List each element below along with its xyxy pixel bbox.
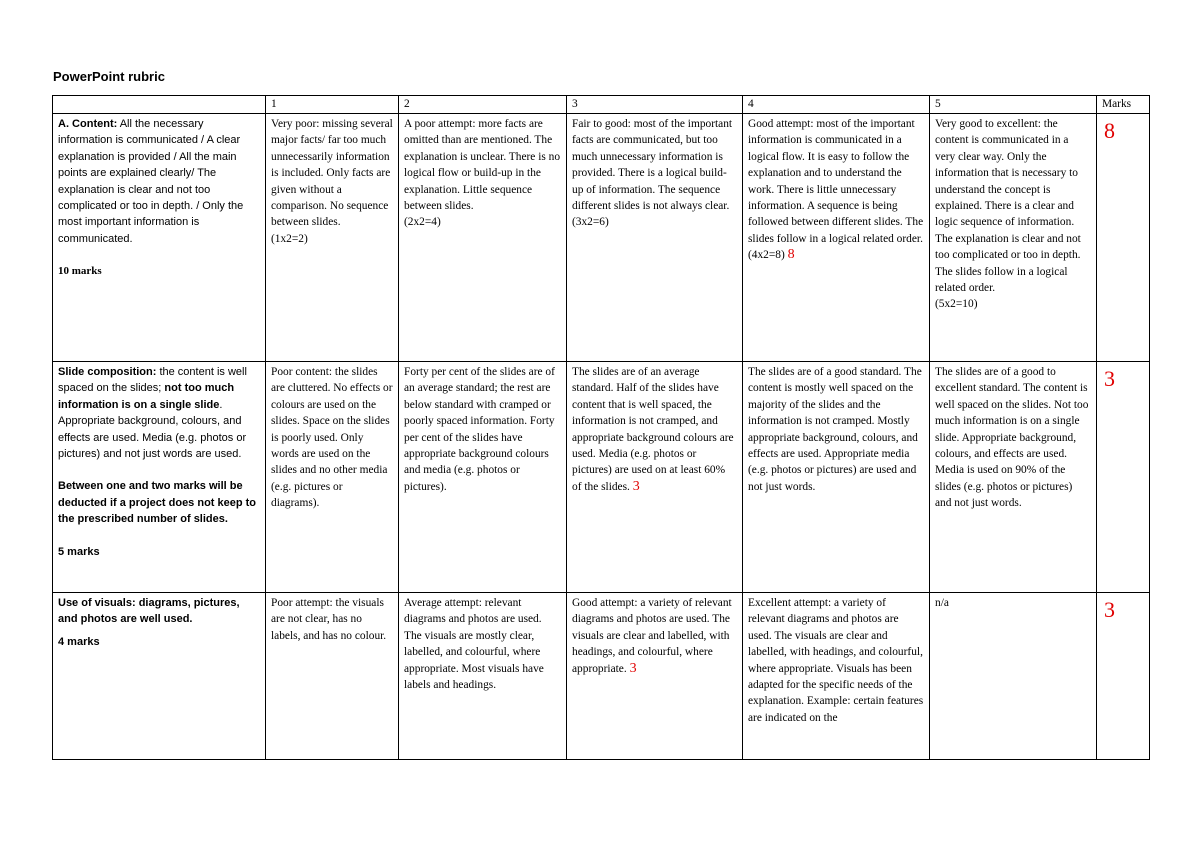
header-cell-1: 1 xyxy=(266,96,399,114)
level-3-cell xyxy=(567,593,743,760)
level-3-cell xyxy=(567,114,743,362)
criterion-cell xyxy=(53,114,266,362)
level-4-cell: The slides are of a good standard. The content is mostly well spaced on the majority of the slides and the information is not cramped. Mostly appropriate background, colours, and effects are used. Appropriate media (e.g. photos or pictures) are used and not just words. xyxy=(743,362,930,593)
criterion-bold-text: not too much information is on a single slide xyxy=(58,382,235,411)
criterion-text: . Appropriate background, colours, and effects are used. Media (e.g. photos or pictures) and not just words are used. xyxy=(58,398,247,461)
level-4-cell: Excellent attempt: a variety of relevant diagrams and photos are used. The visuals are clear and labelled, with headings, and colourful, where appropriate. Visuals has been adapted for the specific needs of the explanation. Example: certain features are indicated on the xyxy=(743,593,930,760)
handwritten-mark: 3 xyxy=(632,478,640,494)
criterion-cell xyxy=(53,593,266,760)
level-5-cell: The slides are of a good to excellent standard. The content is well spaced on the slides. Not too much information is on a single slide. Appropriate background, colours, and effects are used. Media is used on 90% of the slides (e.g. photos or pictures) and not just words. xyxy=(930,362,1097,593)
level-text: Good attempt: a variety of relevant diagrams and photos are used. The visuals are clear and labelled, with headings, and colourful, where appropriate. xyxy=(572,597,732,675)
handwritten-mark: 8 xyxy=(787,247,795,263)
header-cell-4: 4 xyxy=(743,96,930,114)
header-cell-marks: Marks xyxy=(1097,96,1150,114)
level-2-cell: Forty per cent of the slides are of an average standard; the rest are below standard with cramped or poorly spaced information. Forty per cent of the slides have appropriate background colours and media (e.g. photos or pictures). xyxy=(399,362,567,593)
header-cell-criterion xyxy=(53,96,266,114)
criterion-label: Use of visuals: diagrams, pictures, and photos are well used. xyxy=(58,597,240,626)
awarded-mark: 3 xyxy=(1104,366,1115,391)
criterion-marks: 5 marks xyxy=(58,545,100,558)
table-row-slide-composition xyxy=(53,362,1150,593)
level-2-cell xyxy=(399,114,567,362)
level-1-cell: Poor content: the slides are cluttered. No effects or colours are used on the slides. Space on the slides is poorly used. Only words are used on the slides and no other media (e.g. pictures or diagrams). xyxy=(266,362,399,593)
header-row xyxy=(53,96,1150,114)
criterion-cell xyxy=(53,362,266,593)
level-calc: (4x2=8) xyxy=(748,249,788,262)
marks-cell xyxy=(1097,593,1150,760)
level-text: The slides are of an average standard. Half of the slides have content that is well spaced, the information is not cramped, and appropriate background colours are used. Media (e.g. photos or pictures) are used on at least 60% of the slides. xyxy=(572,366,734,493)
header-cell-5: 5 xyxy=(930,96,1097,114)
header-cell-2: 2 xyxy=(399,96,567,114)
level-calc: (3x2=6) xyxy=(572,216,609,229)
marks-cell xyxy=(1097,362,1150,593)
awarded-mark: 3 xyxy=(1104,597,1115,622)
level-calc: (1x2=2) xyxy=(271,232,308,245)
level-5-cell: n/a xyxy=(930,593,1097,760)
level-2-cell: Average attempt: relevant diagrams and photos are used. The visuals are mostly clear, labelled, and colourful, where appropriate. Most visuals have labels and headings. xyxy=(399,593,567,760)
level-calc: (2x2=4) xyxy=(404,216,441,229)
level-text: A poor attempt: more facts are omitted than are mentioned. The explanation is unclear. There is no logical flow or build-up in the explanation. Little sequence between slides. xyxy=(404,118,561,213)
level-4-cell xyxy=(743,114,930,362)
awarded-mark: 8 xyxy=(1104,118,1115,143)
marks-cell xyxy=(1097,114,1150,362)
level-text: Very poor: missing several major facts/ far too much unnecessarily information is included. Only facts are given without a comparison. No sequence between slides. xyxy=(271,118,393,229)
document-title: PowerPoint rubric xyxy=(53,69,165,84)
criterion-marks: 4 marks xyxy=(58,635,100,648)
criterion-label: Slide composition: xyxy=(58,366,157,378)
level-text: Fair to good: most of the important facts are communicated, but too much unnecessary information is provided. There is a logical build-up of information. The sequence different slides is not always clear. xyxy=(572,118,733,213)
criterion-label: A. Content: xyxy=(58,118,118,130)
header-cell-3: 3 xyxy=(567,96,743,114)
level-5-cell xyxy=(930,114,1097,362)
criterion-note: Between one and two marks will be deducted if a project does not keep to the prescribed number of slides. xyxy=(58,480,257,526)
level-1-cell: Poor attempt: the visuals are not clear, has no labels, and has no colour. xyxy=(266,593,399,760)
table-row-content xyxy=(53,114,1150,362)
criterion-text: the content is well spaced on the slides; xyxy=(58,366,247,395)
table-row-visuals xyxy=(53,593,1150,760)
criterion-marks: 10 marks xyxy=(58,265,102,278)
criterion-text: All the necessary information is communicated / A clear explanation is provided / All the main points are explained clearly/ The explanation is clear and not too complicated or too in depth. / Only the most important information is communicated. xyxy=(58,118,244,245)
rubric-table xyxy=(52,95,1150,760)
level-3-cell xyxy=(567,362,743,593)
level-calc: (5x2=10) xyxy=(935,298,978,311)
level-text: Good attempt: most of the important information is communicated in a logical flow. It is easy to follow the explanation and to understand the work. There is little unnecessary information. A sequence is being followed between different slides. The slides follow in a logical related order. xyxy=(748,118,924,245)
level-1-cell xyxy=(266,114,399,362)
level-text: Very good to excellent: the content is communicated in a very clear way. Only the information that is necessary to understand the concept is explained. There is a clear and logic sequence of information. The explanation is clear and not too complicated or too in depth. The slides follow in a logical related order. xyxy=(935,118,1081,295)
handwritten-mark: 3 xyxy=(629,660,637,676)
